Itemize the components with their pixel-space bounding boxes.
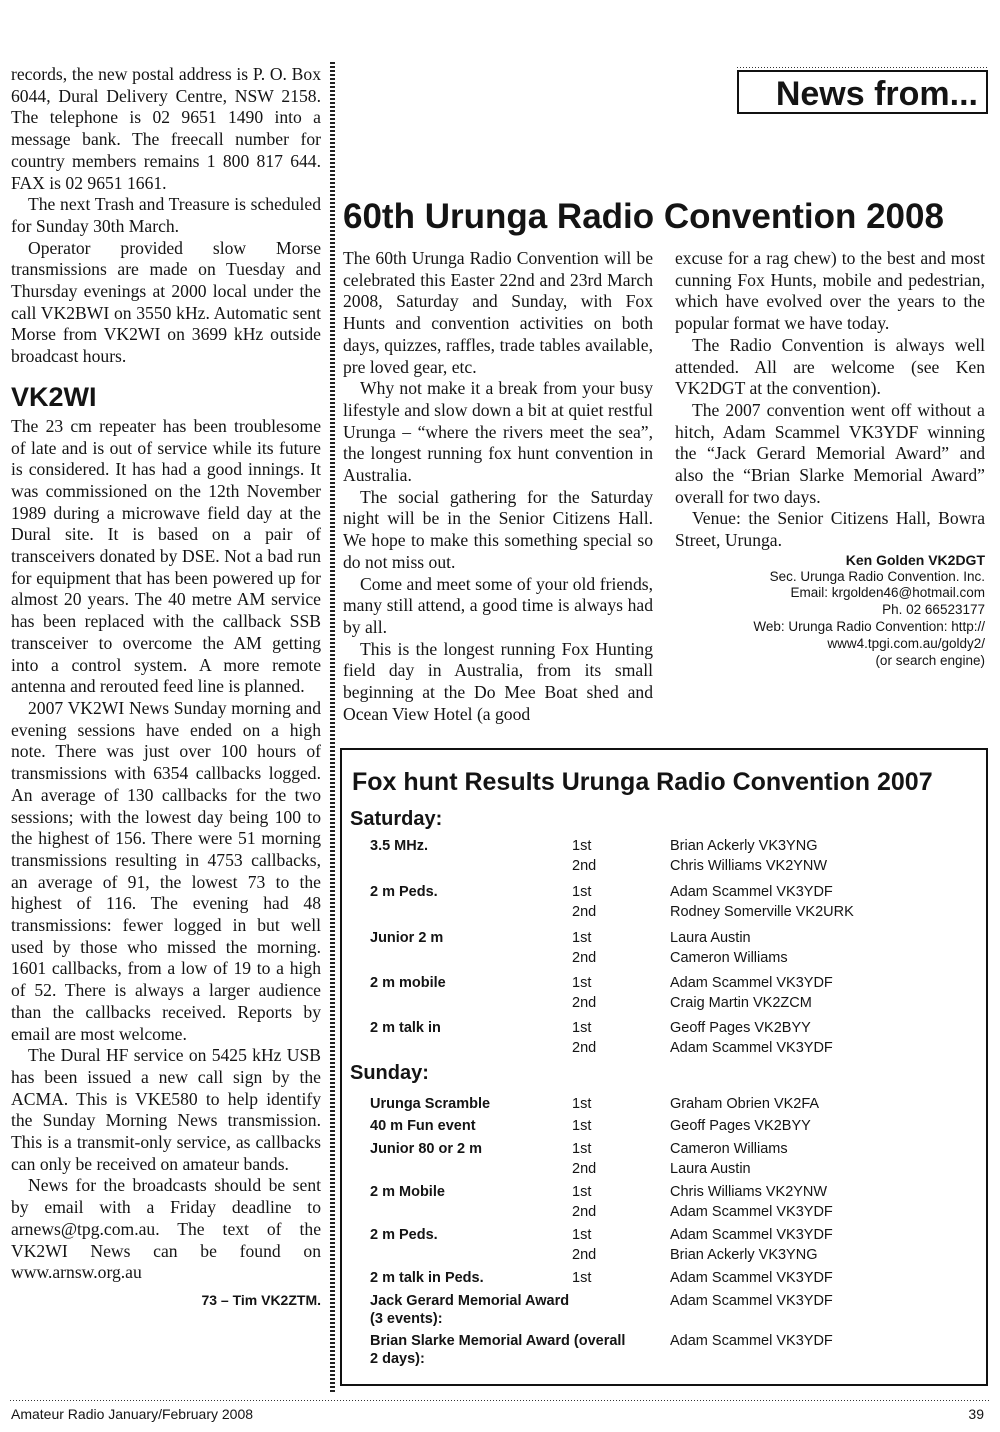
result-winner: Geoff Pages VK2BYY (670, 1118, 811, 1134)
result-winner: Adam Scammel VK3YDF (670, 1227, 833, 1243)
footer-rule (10, 1400, 990, 1401)
result-place: 2nd (572, 950, 597, 966)
result-place: 1st (572, 1141, 592, 1157)
result-place: 2nd (572, 995, 597, 1011)
contact-web-note: (or search engine) (875, 652, 985, 668)
result-winner: Brian Ackerly VK3YNG (670, 1247, 818, 1263)
paragraph: Operator provided slow Morse transmissions are made on Tuesday and Thursday evenings at 2000 local under the call VK2BWI on 3550 kHz. Automatic sent Morse from VK2WI on 3699 kHz outside broadcast hours. (11, 237, 321, 367)
result-winner: Laura Austin (670, 930, 751, 946)
result-place: 1st (572, 1118, 592, 1134)
paragraph: excuse for a rag chew) to the best and most cunning Fox Hunts, mobile and pedestrian, which have evolved over the years to the popular format we have today. (675, 248, 985, 334)
contact-email: Email: krgolden46@hotmail.com (790, 585, 985, 601)
section-header-title: News from... (775, 75, 978, 113)
article-title: 60th Urunga Radio Convention 2008 (343, 197, 944, 236)
result-place: 2nd (572, 1204, 597, 1220)
event-name: Junior 2 m (370, 930, 444, 946)
award-name: Brian Slarke Memorial Award (overall (370, 1333, 626, 1349)
section-header-box (737, 70, 988, 114)
paragraph: The 2007 convention went off without a hitch, Adam Scammel VK3YDF winning the “Jack Gerard Memorial Award” and also the “Brian Slarke Memorial Award” overall for two days. (675, 399, 985, 507)
event-name: Urunga Scramble (370, 1096, 491, 1112)
result-winner: Brian Ackerly VK3YNG (670, 838, 818, 854)
event-name: 2 m talk in (370, 1020, 441, 1036)
contact-phone: Ph. 02 66523177 (882, 602, 985, 618)
event-name: 2 m Mobile (370, 1184, 445, 1200)
award-name: Jack Gerard Memorial Award (370, 1293, 570, 1309)
result-place: 2nd (572, 904, 597, 920)
result-winner: Adam Scammel VK3YDF (670, 884, 833, 900)
page-number: 39 (968, 1406, 984, 1422)
result-winner: Adam Scammel VK3YDF (670, 975, 833, 991)
result-place: 1st (572, 1096, 592, 1112)
paragraph: Come and meet some of your old friends, many still attend, a good time is always had by all. (343, 573, 653, 637)
paragraph: 2007 VK2WI News Sunday morning and evening sessions have ended on a high note. There was just over 100 hours of transmissions with 6354 callbacks logged. An average of 130 callbacks for the two sessions; with the lowest day being 100 to the highest of 156. There were 51 morning transmissions resulting in 4753 callbacks, an average of 91, the lowest 73 to the highest of 116. The evening had 48 transmissions: fewer logged in but well used by those who missed the morning. 1601 callbacks, from a low of 19 to a high of 52. There is always a larger audience than the callbacks received. Reports by email are most welcome. (11, 697, 321, 1044)
result-winner: Cameron Williams (670, 950, 788, 966)
paragraph: The next Trash and Treasure is scheduled for Sunday 30th March. (11, 194, 321, 236)
event-name: Junior 80 or 2 m (370, 1141, 483, 1157)
result-winner: Geoff Pages VK2BYY (670, 1020, 811, 1036)
result-place: 1st (572, 1184, 592, 1200)
article-column-1 (343, 248, 653, 725)
contact-web: Web: Urunga Radio Convention: http:// (753, 619, 985, 635)
paragraph: This is the longest running Fox Hunting field day in Australia, from its small beginning at the Do Mee Boat shed and Ocean View Hotel (a good (343, 638, 653, 724)
author-signature: 73 – Tim VK2ZTM. (201, 1291, 321, 1308)
result-place: 1st (572, 1227, 592, 1243)
event-name: 3.5 MHz. (370, 838, 429, 854)
award-name-detail: 2 days): (370, 1351, 425, 1367)
result-winner: Chris Williams VK2YNW (670, 858, 828, 874)
paragraph: The 23 cm repeater has been troublesome of late and is out of service while its future is considered. It has had a good innings. It was commissioned on the 12th November 1989 during a microwave field day at the Dural site. It is based on a pair of transceivers donated by DSE. Not a bad run for equipment that has been powered up for almost 20 years. The 40 metre AM service has been replaced with the callback SSB transceiver to overcome the AM getting into a control system. A more remote antenna and rerouted feed line is planned. (11, 415, 321, 697)
paragraph: News for the broadcasts should be sent by email with a Friday deadline to arnews@tpg.com.au. The text of the VK2WI News can be found on www.arnsw.org.au (11, 1175, 321, 1283)
result-winner: Chris Williams VK2YNW (670, 1184, 828, 1200)
left-column (11, 64, 321, 1312)
paragraph: The social gathering for the Saturday night will be in the Senior Citizens Hall. We hope to make this something special so do not miss out. (343, 486, 653, 572)
column-separator (330, 62, 335, 1392)
footer-publication: Amateur Radio January/February 2008 (11, 1406, 254, 1422)
result-place: 1st (572, 1270, 592, 1286)
event-name: 2 m Peds. (370, 1227, 438, 1243)
contact-name: Ken Golden VK2DGT (845, 551, 985, 568)
fox-hunt-title: Fox hunt Results Urunga Radio Convention 2007 (352, 768, 933, 796)
result-winner: Adam Scammel VK3YDF (670, 1204, 833, 1220)
award-winner: Adam Scammel VK3YDF (670, 1333, 833, 1349)
paragraph: The 60th Urunga Radio Convention will be celebrated this Easter 22nd and 23rd March 2008, Saturday and Sunday, with Fox Hunts and convention activities on both days, quizzes, raffles, trade tables available, pre loved gear, etc. (343, 248, 653, 377)
paragraph: Why not make it a break from your busy lifestyle and slow down a bit at quiet restful Urunga – “where the rivers meet the sea”, the longest running fox hunt convention in Australia. (343, 378, 653, 486)
section-heading-vk2wi: VK2WI (11, 381, 97, 412)
paragraph: records, the new postal address is P. O. Box 6044, Dural Delivery Centre, NSW 2158. The telephone is 02 9651 1490 into a message bank. The freecall number for country members remains 1 800 817 644. FAX is 02 9651 1661. (11, 64, 321, 193)
event-name: 40 m Fun event (370, 1118, 476, 1134)
contact-block (675, 552, 985, 670)
result-place: 1st (572, 1020, 592, 1036)
award-name-detail: (3 events): (370, 1311, 443, 1327)
contact-web-url: www4.tpgi.com.au/goldy2/ (827, 635, 985, 651)
contact-role: Sec. Urunga Radio Convention. Inc. (769, 568, 985, 584)
award-winner: Adam Scammel VK3YDF (670, 1293, 833, 1309)
fox-hunt-results-box (340, 748, 988, 1386)
paragraph: The Radio Convention is always well attended. All are welcome (see Ken VK2DGT at the convention). (675, 334, 985, 399)
article-column-2 (675, 248, 985, 669)
result-winner: Adam Scammel VK3YDF (670, 1040, 833, 1056)
event-name: 2 m Peds. (370, 884, 438, 900)
paragraph: Venue: the Senior Citizens Hall, Bowra Street, Urunga. (675, 508, 985, 551)
result-place: 1st (572, 838, 592, 854)
result-place: 2nd (572, 1247, 597, 1263)
result-winner: Adam Scammel VK3YDF (670, 1270, 833, 1286)
result-winner: Rodney Somerville VK2URK (670, 904, 854, 920)
saturday-heading: Saturday: (350, 808, 443, 830)
result-place: 1st (572, 975, 592, 991)
paragraph: The Dural HF service on 5425 kHz USB has been issued a new call sign by the ACMA. This is VKE580 to help identify the Sunday Morning News transmission. This is a transmit-only service, as callbacks can only be received on amateur bands. (11, 1045, 321, 1174)
result-winner: Laura Austin (670, 1161, 751, 1177)
sunday-heading: Sunday: (350, 1062, 429, 1084)
result-place: 2nd (572, 1040, 597, 1056)
result-winner: Cameron Williams (670, 1141, 788, 1157)
header-rule (737, 67, 988, 68)
event-name: 2 m mobile (370, 975, 446, 991)
result-winner: Craig Martin VK2ZCM (670, 995, 812, 1011)
result-winner: Graham Obrien VK2FA (670, 1096, 820, 1112)
result-place: 2nd (572, 858, 597, 874)
event-name: 2 m talk in Peds. (370, 1270, 484, 1286)
result-place: 2nd (572, 1161, 597, 1177)
result-place: 1st (572, 884, 592, 900)
result-place: 1st (572, 930, 592, 946)
